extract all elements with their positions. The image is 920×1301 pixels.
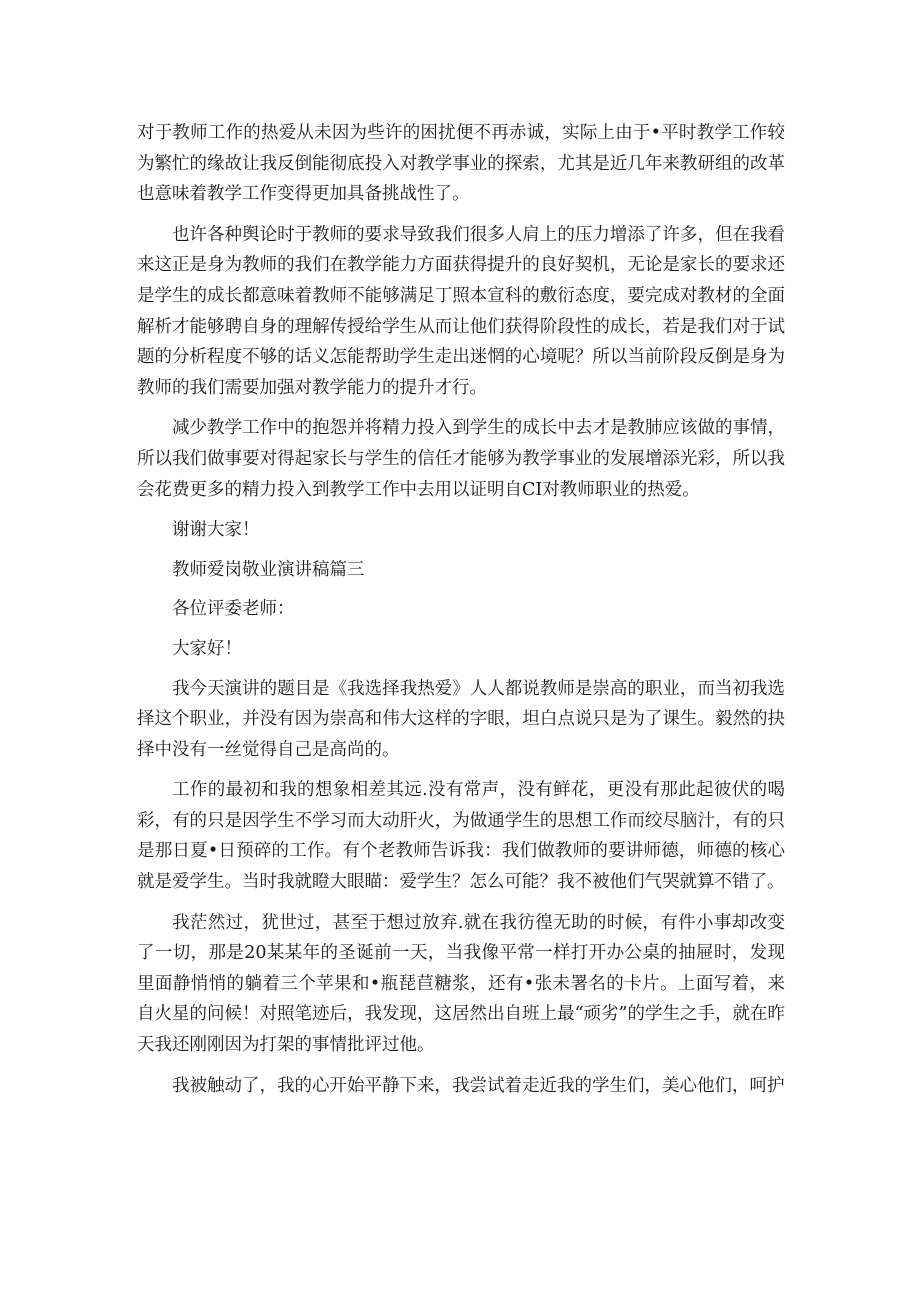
paragraph-2: 也许各种舆论时于教师的要求导致我们很多人肩上的压力增添了许多，但在我看来这正是身为教师的我们在教学能力方面获得提升的良好契机，无论是家长的要求还是学生的成长都意味着教师不能够满足丁照本宣科的敷衍态度，要完成对教材的全面解析才能够聘自身的理解传授给学生从而让他们获得阶段性的成长，若是我们对于试题的分析程度不够的话义怎能帮助学生走出迷惘的心境呢？所以当前阶段反倒是身为教师的我们需要加强对教学能力的提升才行。 [137,224,785,398]
paragraph-4: 我今天演讲的题目是《我选择我热爱》人人都说教师是崇高的职业，而当初我选择这个职业，并没有因为崇高和伟大这样的字眼，坦白点说只是为了课生。毅然的抉择中没有一丝觉得自己是高尚的。 [137,678,785,760]
paragraph-3: 减少教学工作中的抱怨并将精力投入到学生的成长中去才是教肺应该做的事情，所以我们做事要对得起家长与学生的信任才能够为教学事业的发展增添光彩，所以我会花费更多的精力投入到教学工作中去用以证明自CI对教师职业的热爱。 [137,418,785,500]
paragraph-1: 对于教师工作的热爱从未因为些许的困扰便不再赤诚，实际上由于•平时教学工作较为繁忙的缘故让我反倒能彻底投入对教学事业的探索，尤其是近几年来教研组的改革也意味着教学工作变得更加具备挑战性了。 [137,123,785,205]
greeting: 大家好！ [172,638,242,659]
document-body [137,118,785,1111]
section-title: 教师爱岗敬业演讲稿篇三 [172,559,365,580]
closing-thanks: 谢谢大家！ [172,520,260,541]
salutation: 各位评委老师： [172,599,295,620]
paragraph-5: 工作的最初和我的想象相差其远.没有常声，没有鲜花，更没有那此起彼伏的喝彩，有的只是因学生不学习而大动肝火，为做通学生的思想工作而绞尽脑汁，有的只是那日夏•日预碎的工作。有个老教师告诉我：我们做教师的要讲师德，师德的核心就是爱学生。当时我就瞪大眼瞄：爱学生？怎么可能？我不被他们气哭就算不错了。 [137,780,785,893]
paragraph-7: 我被触动了，我的心开始平静下来，我尝试着走近我的学生们，美心他们，呵护 [172,1075,785,1096]
paragraph-6: 我茫然过，犹世过，甚至于想过放弃.就在我彷徨无助的时候，有件小事却改变了一切，那是20某某年的圣诞前一天，当我像平常一样打开办公桌的抽屉时，发现里面静悄悄的躺着三个苹果和•瓶琵苣糖浆，还有•张未署名的卡片。上面写着，来自火星的问候！对照笔迹后，我发现，这居然出自班上最“顽劣”的学生之手，就在昨天我还刚刚因为打架的事情批评过他。 [137,912,785,1056]
